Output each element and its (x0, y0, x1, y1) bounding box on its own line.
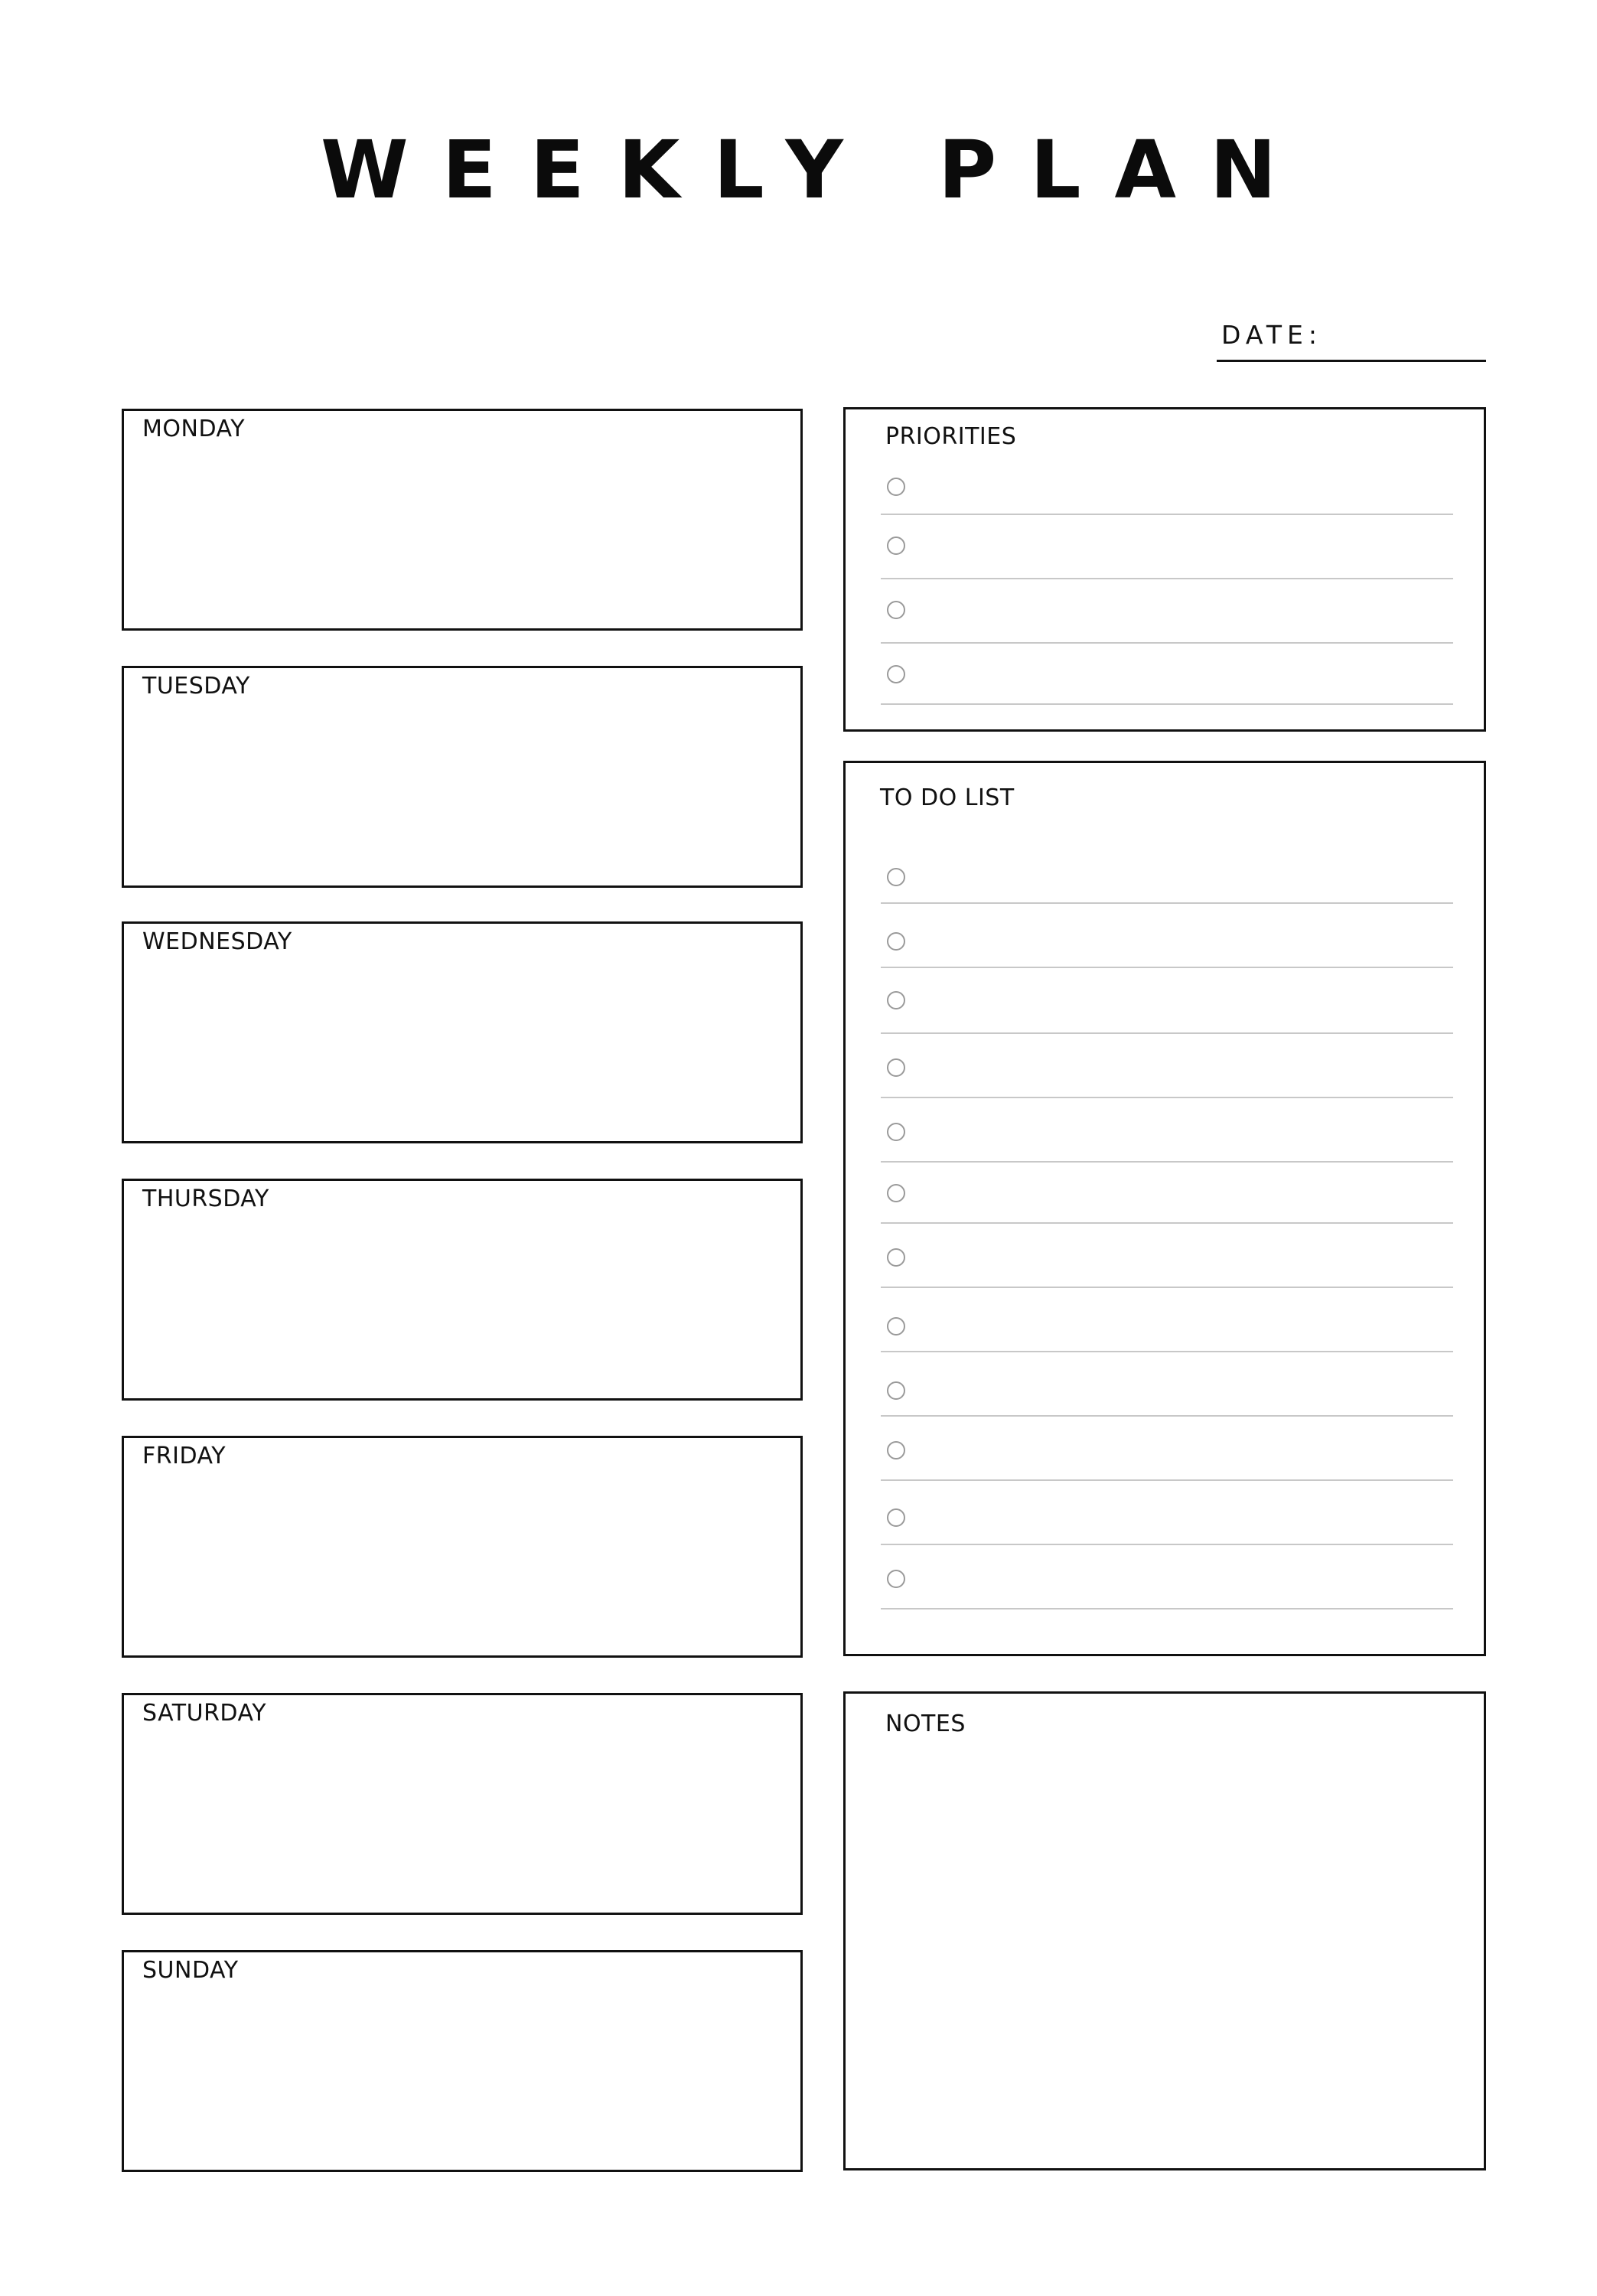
checkbox-circle-icon[interactable] (887, 991, 905, 1009)
checklist-line[interactable] (881, 967, 1453, 968)
checkbox-circle-icon[interactable] (887, 868, 905, 886)
checkbox-circle-icon[interactable] (887, 1058, 905, 1077)
day-label: THURSDAY (142, 1186, 269, 1212)
checkbox-circle-icon[interactable] (887, 1381, 905, 1400)
day-label: FRIDAY (142, 1443, 227, 1469)
day-label: SUNDAY (142, 1957, 239, 1984)
day-box-sunday[interactable] (122, 1950, 803, 2172)
checklist-line[interactable] (881, 1351, 1453, 1352)
checklist-line[interactable] (881, 1479, 1453, 1481)
checkbox-circle-icon[interactable] (887, 1123, 905, 1141)
checklist-line[interactable] (881, 703, 1453, 705)
checkbox-circle-icon[interactable] (887, 1248, 905, 1267)
day-box-tuesday[interactable] (122, 666, 803, 888)
checkbox-circle-icon[interactable] (887, 932, 905, 951)
checkbox-circle-icon[interactable] (887, 665, 905, 683)
checklist-line[interactable] (881, 1287, 1453, 1288)
checklist-line[interactable] (881, 642, 1453, 644)
notes-label: NOTES (885, 1711, 966, 1737)
priorities-panel (843, 407, 1486, 732)
notes-panel[interactable] (843, 1691, 1486, 2170)
checkbox-circle-icon[interactable] (887, 536, 905, 555)
checklist-line[interactable] (881, 1608, 1453, 1609)
day-label: SATURDAY (142, 1700, 267, 1727)
date-field[interactable] (1217, 360, 1486, 362)
date-label: DATE: (1221, 320, 1322, 350)
checklist-line[interactable] (881, 578, 1453, 579)
day-box-saturday[interactable] (122, 1693, 803, 1915)
day-box-friday[interactable] (122, 1436, 803, 1658)
checkbox-circle-icon[interactable] (887, 478, 905, 496)
checkbox-circle-icon[interactable] (887, 1441, 905, 1459)
checklist-line[interactable] (881, 1544, 1453, 1545)
checklist-line[interactable] (881, 902, 1453, 904)
checklist-line[interactable] (881, 514, 1453, 515)
checkbox-circle-icon[interactable] (887, 1184, 905, 1202)
checklist-line[interactable] (881, 1097, 1453, 1098)
todo-panel (843, 761, 1486, 1656)
day-label: TUESDAY (142, 673, 250, 700)
checkbox-circle-icon[interactable] (887, 1570, 905, 1588)
page-title: WEEKLY PLAN (321, 123, 1310, 217)
priorities-label: PRIORITIES (885, 423, 1017, 450)
todo-label: TO DO LIST (880, 784, 1015, 811)
checkbox-circle-icon[interactable] (887, 1317, 905, 1336)
checklist-line[interactable] (881, 1222, 1453, 1224)
checkbox-circle-icon[interactable] (887, 1508, 905, 1527)
day-box-monday[interactable] (122, 409, 803, 631)
checklist-line[interactable] (881, 1161, 1453, 1163)
day-label: MONDAY (142, 416, 246, 442)
checkbox-circle-icon[interactable] (887, 601, 905, 619)
day-label: WEDNESDAY (142, 928, 292, 955)
day-box-thursday[interactable] (122, 1179, 803, 1401)
checklist-line[interactable] (881, 1415, 1453, 1417)
checklist-line[interactable] (881, 1032, 1453, 1034)
day-box-wednesday[interactable] (122, 921, 803, 1143)
